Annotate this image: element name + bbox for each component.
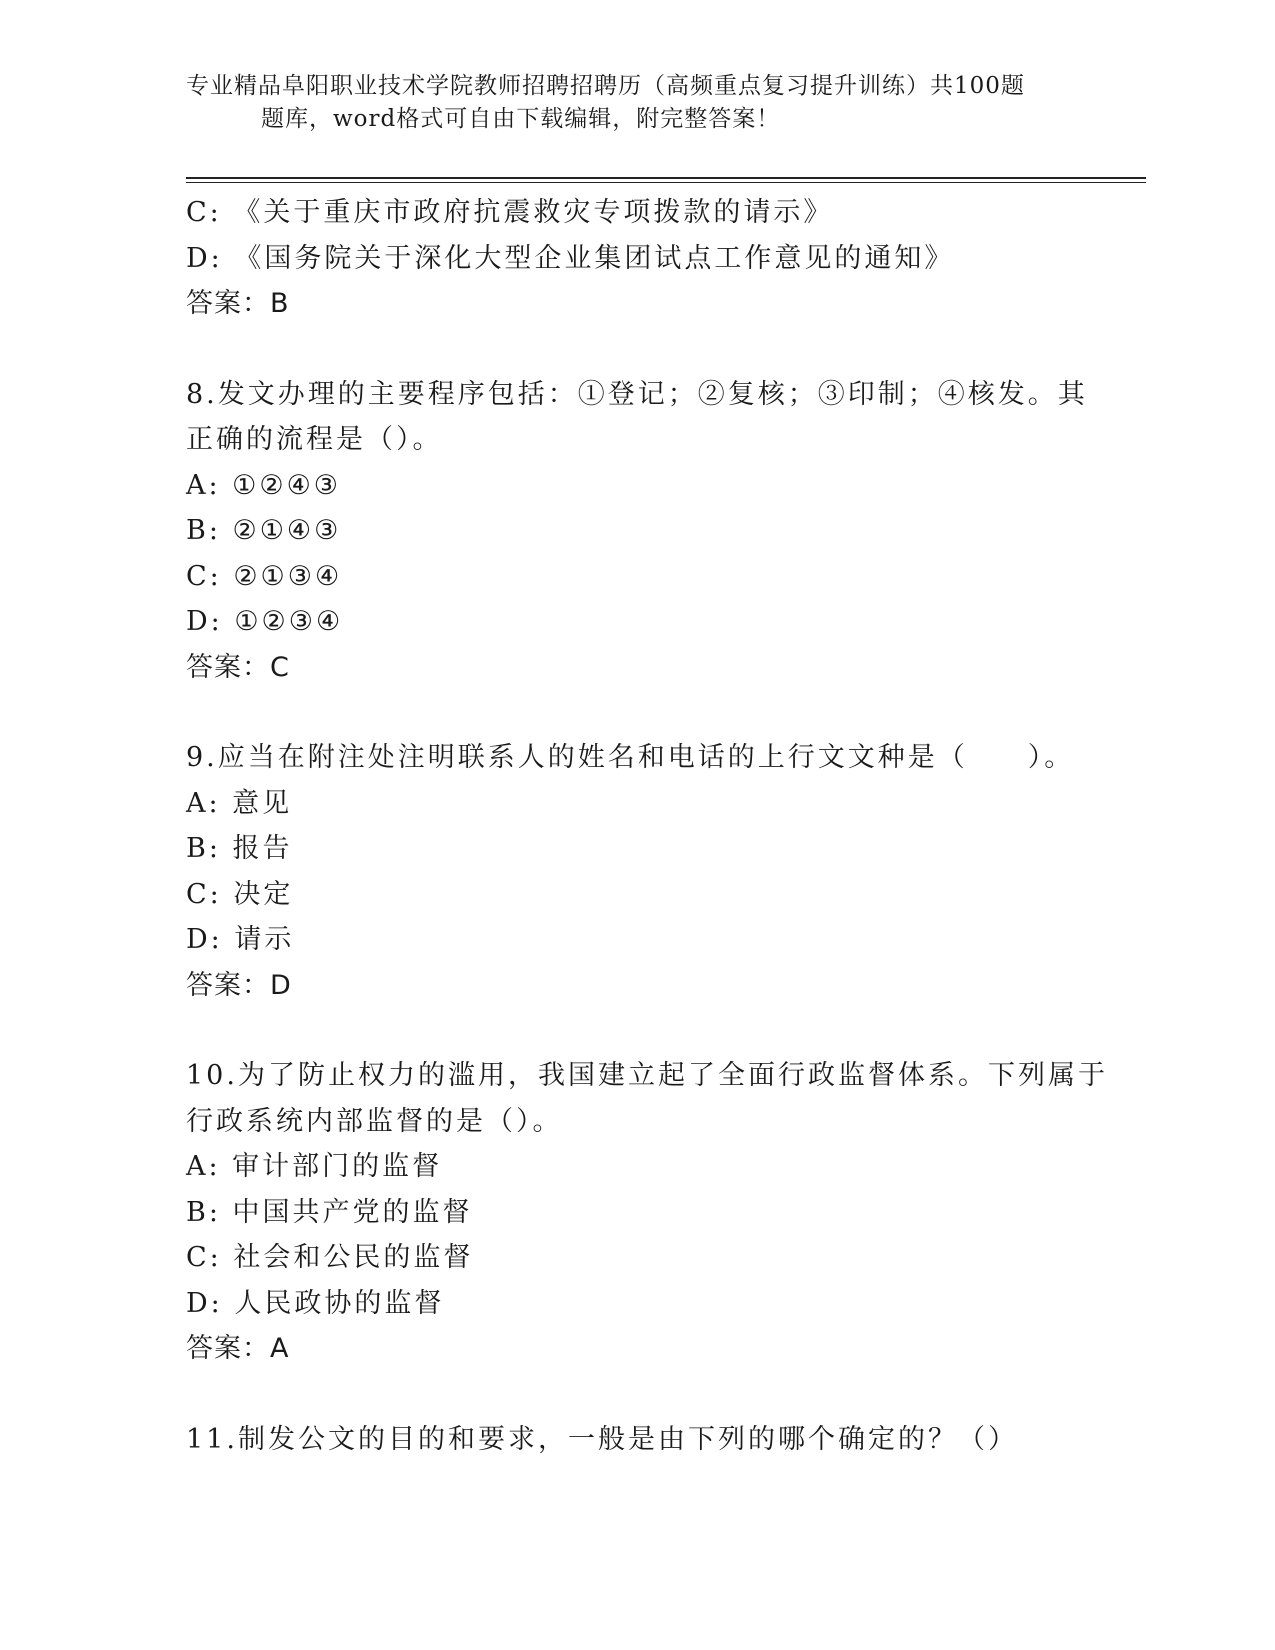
answer-label: 答案：D — [186, 969, 292, 1001]
option-a: A: 审计部门的监督 — [186, 1151, 443, 1182]
question-stem: 11.制发公文的目的和要求，一般是由下列的哪个确定的？（） — [186, 1423, 1018, 1455]
option-b: B: ②①④③ — [186, 515, 342, 546]
option-d: D: ①②③④ — [186, 606, 344, 637]
option-c: C: ②①③④ — [186, 560, 343, 592]
header-title-line1: 专业精品阜阳职业技术学院教师招聘招聘历（高频重点复习提升训练）共100题 — [186, 73, 1025, 99]
document-header — [186, 70, 1086, 136]
spacer — [186, 1008, 1086, 1053]
option-b: B: 中国共产党的监督 — [186, 1196, 473, 1228]
option-a: A: ①②④③ — [186, 469, 341, 501]
question-10 — [186, 1053, 1108, 1372]
header-divider-thick — [186, 177, 1146, 179]
question-stem: 8.发文办理的主要程序包括：①登记；②复核；③印制；④核发。其 — [186, 378, 1088, 410]
option-b: B: 报告 — [186, 833, 293, 864]
option-d: D: 人民政协的监督 — [186, 1287, 445, 1319]
question-8 — [186, 372, 1086, 691]
spacer — [186, 690, 1086, 735]
option-d: D: 请示 — [186, 924, 295, 955]
answer-label: 答案：C — [186, 651, 290, 683]
question-stem: 10.为了防止权力的滥用，我国建立起了全面行政监督体系。下列属于 — [186, 1060, 1108, 1091]
option-c: C: 社会和公民的监督 — [186, 1242, 474, 1273]
answer-label: 答案：B — [186, 288, 290, 319]
option-c: C: 《关于重庆市政府抗震救灾专项拨款的请示》 — [186, 197, 834, 228]
option-d: D: 《国务院关于深化大型企业集团试点工作意见的通知》 — [186, 242, 955, 274]
spacer — [186, 1372, 1086, 1417]
question-stem: 9.应当在附注处注明联系人的姓名和电话的上行文文种是（ ）。 — [186, 742, 1075, 773]
option-a: A: 意见 — [186, 787, 293, 819]
question-stem-continued: 正确的流程是（）。 — [186, 424, 443, 455]
option-c: C: 决定 — [186, 878, 294, 910]
question-9 — [186, 735, 1086, 1008]
question-content — [186, 190, 1108, 1462]
question-11 — [186, 1417, 1086, 1463]
header-divider-thin — [186, 182, 1146, 183]
question-7-continued — [186, 190, 1086, 327]
question-stem-continued: 行政系统内部监督的是（）。 — [186, 1105, 563, 1137]
header-title-line2: 题库，word格式可自由下载编辑，附完整答案！ — [261, 106, 781, 132]
spacer — [186, 327, 1086, 372]
answer-label: 答案：A — [186, 1333, 290, 1364]
